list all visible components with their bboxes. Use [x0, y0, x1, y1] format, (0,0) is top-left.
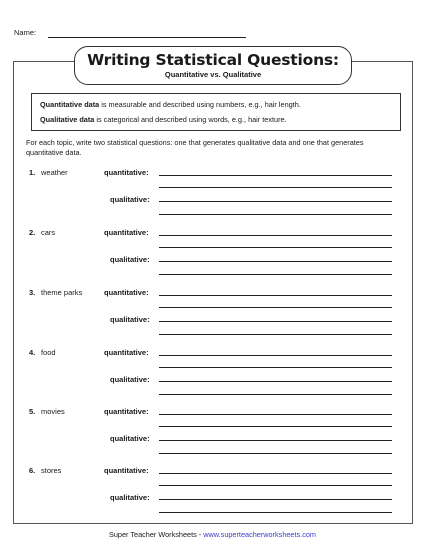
topic-block	[0, 228, 425, 288]
answer-line[interactable]	[159, 367, 392, 368]
definition-quantitative	[40, 100, 301, 109]
topic-block	[0, 407, 425, 467]
topic-block	[0, 288, 425, 348]
answer-line[interactable]	[159, 201, 392, 202]
definition-qualitative-text: is categorical and described using words, e.g., hair texture.	[94, 115, 287, 124]
definitions-box	[31, 93, 401, 131]
instructions: For each topic, write two statistical questions: one that generates qualitative data and one that generates quantitative data.	[26, 138, 364, 157]
topic-number: 3.	[29, 288, 36, 297]
qualitative-label: qualitative:	[110, 434, 150, 443]
term-quantitative: Quantitative data	[40, 100, 100, 109]
answer-line[interactable]	[159, 247, 392, 248]
quantitative-label: quantitative:	[104, 466, 149, 475]
topic-name: weather	[41, 168, 68, 177]
page-title: Writing Statistical Questions:	[87, 51, 339, 69]
answer-line[interactable]	[159, 414, 392, 415]
qualitative-label: qualitative:	[110, 315, 150, 324]
answer-line[interactable]	[159, 261, 392, 262]
quantitative-label: quantitative:	[104, 168, 149, 177]
answer-line[interactable]	[159, 355, 392, 356]
answer-line[interactable]	[159, 473, 392, 474]
term-qualitative: Qualitative data	[40, 115, 95, 124]
topic-number: 1.	[29, 168, 36, 177]
topic-name: stores	[41, 466, 62, 475]
answer-line[interactable]	[159, 307, 392, 308]
topic-block	[0, 168, 425, 228]
topic-number: 6.	[29, 466, 36, 475]
quantitative-label: quantitative:	[104, 228, 149, 237]
topic-name: cars	[41, 228, 56, 237]
footer-url[interactable]: www.superteacherworksheets.com	[203, 530, 316, 539]
title-box	[74, 46, 352, 85]
qualitative-label: qualitative:	[110, 493, 150, 502]
answer-line[interactable]	[159, 235, 392, 236]
name-label: Name:	[14, 28, 37, 37]
answer-line[interactable]	[159, 295, 392, 296]
answer-line[interactable]	[159, 426, 392, 427]
answer-line[interactable]	[159, 274, 392, 275]
answer-line[interactable]	[159, 381, 392, 382]
definition-quantitative-text: is measurable and described using numbers, e.g., hair length.	[99, 100, 301, 109]
footer	[0, 530, 425, 539]
name-line[interactable]	[48, 37, 246, 38]
answer-line[interactable]	[159, 394, 392, 395]
qualitative-label: qualitative:	[110, 255, 150, 264]
answer-line[interactable]	[159, 321, 392, 322]
definition-qualitative	[40, 115, 287, 124]
answer-line[interactable]	[159, 512, 392, 513]
qualitative-label: qualitative:	[110, 195, 150, 204]
answer-line[interactable]	[159, 187, 392, 188]
topic-block	[0, 348, 425, 408]
page-subtitle: Quantitative vs. Qualitative	[164, 70, 262, 79]
topic-name: food	[41, 348, 56, 357]
footer-prefix: Super Teacher Worksheets -	[109, 530, 204, 539]
topic-number: 4.	[29, 348, 36, 357]
answer-line[interactable]	[159, 499, 392, 500]
answer-line[interactable]	[159, 485, 392, 486]
qualitative-label: qualitative:	[110, 375, 150, 384]
answer-line[interactable]	[159, 175, 392, 176]
topic-name: movies	[41, 407, 65, 416]
quantitative-label: quantitative:	[104, 288, 149, 297]
topic-name: theme parks	[41, 288, 83, 297]
topic-block	[0, 466, 425, 526]
answer-line[interactable]	[159, 214, 392, 215]
quantitative-label: quantitative:	[104, 348, 149, 357]
topic-number: 2.	[29, 228, 36, 237]
quantitative-label: quantitative:	[104, 407, 149, 416]
topic-number: 5.	[29, 407, 36, 416]
answer-line[interactable]	[159, 440, 392, 441]
answer-line[interactable]	[159, 334, 392, 335]
answer-line[interactable]	[159, 453, 392, 454]
